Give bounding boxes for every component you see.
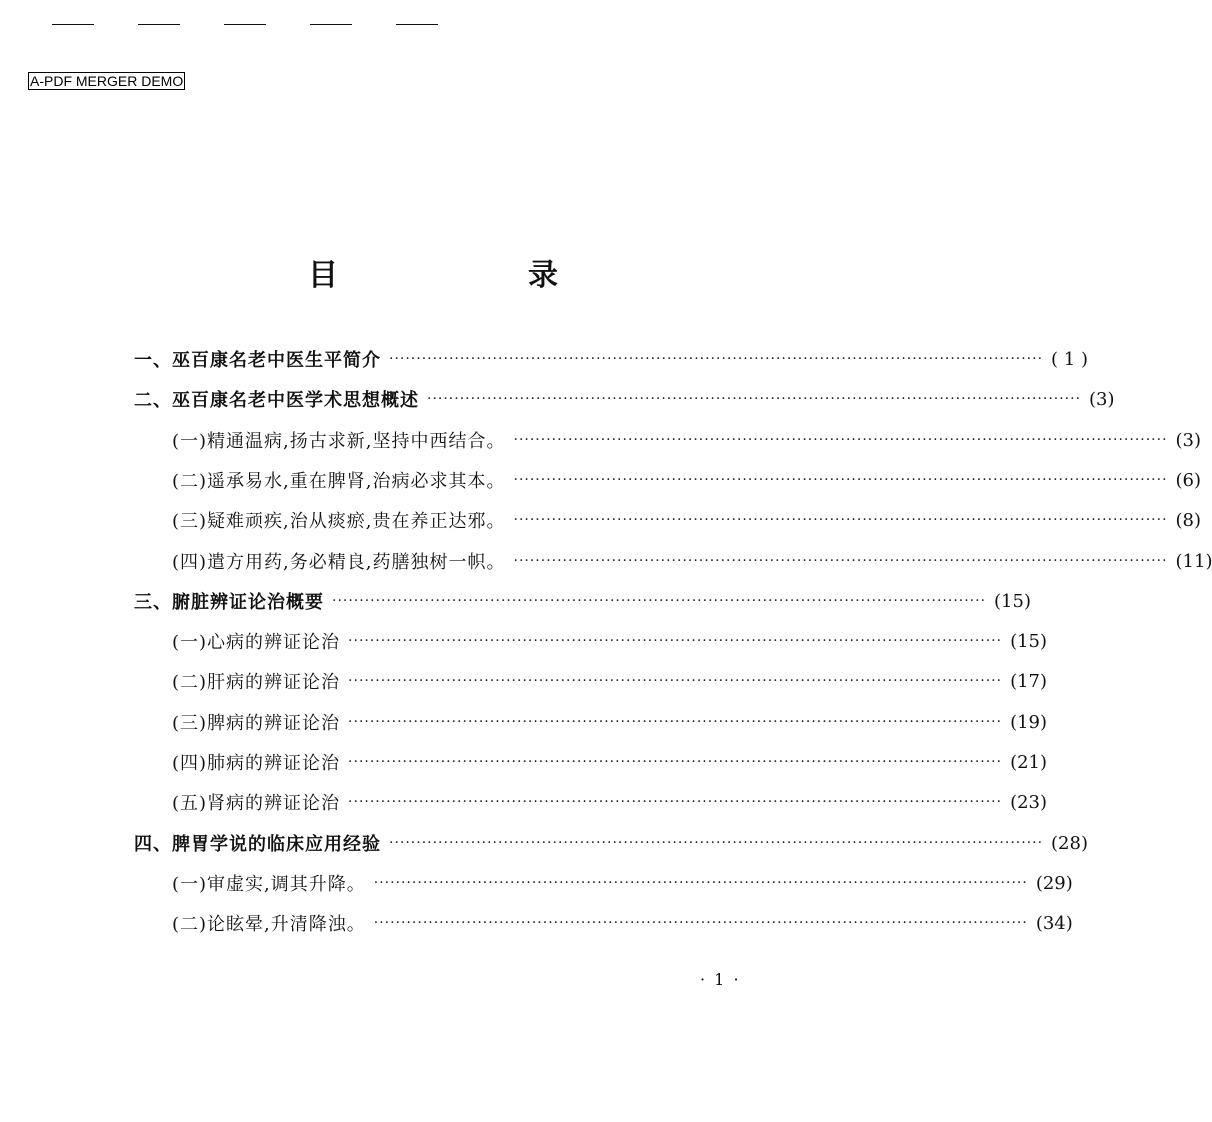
- toc-entry-label: (二)遥承易水,重在脾肾,治病必求其本。: [172, 471, 506, 492]
- toc-entry-label: (四)遣方用药,务必精良,药膳独树一帜。: [172, 552, 506, 573]
- toc-entry: [172, 423, 1202, 457]
- header-rule: [52, 24, 94, 25]
- toc-entry-page: (15): [1010, 630, 1048, 652]
- toc-entry: [172, 866, 1073, 900]
- toc-entry: [172, 745, 1048, 779]
- toc-entry-page: (34): [1035, 912, 1073, 934]
- toc-entry: [172, 785, 1048, 819]
- toc-entry: [172, 463, 1202, 497]
- toc-entry-label: (一)心病的辨证论治: [172, 632, 341, 653]
- dot-leader: ························································································································: [373, 875, 1028, 891]
- dot-leader: ························································································································: [348, 754, 1003, 770]
- toc-entry: [172, 705, 1048, 739]
- dot-leader: ························································································································: [513, 432, 1168, 448]
- toc-entry: [134, 342, 1088, 376]
- dot-leader: ························································································································: [513, 512, 1168, 528]
- toc-entry: [172, 503, 1202, 537]
- dot-leader: ························································································································: [373, 915, 1028, 931]
- header-rule: [396, 24, 438, 25]
- dot-leader: ························································································································: [348, 673, 1003, 689]
- toc-entry-label: (二)论眩晕,升清降浊。: [172, 914, 366, 935]
- toc-entry: [172, 906, 1073, 940]
- dot-leader: ························································································································: [513, 553, 1168, 569]
- toc-entry-page: (3): [1089, 388, 1115, 410]
- dot-leader: ························································································································: [332, 593, 987, 609]
- toc-entry-page: (15): [994, 590, 1031, 612]
- toc-entry: [172, 624, 1048, 658]
- watermark-label: A-PDF MERGER DEMO: [30, 73, 184, 89]
- dot-leader: ························································································································: [348, 714, 1003, 730]
- toc-entry-page: (21): [1010, 751, 1048, 773]
- toc-entry-label: 四、脾胃学说的临床应用经验: [134, 834, 381, 855]
- toc-entry-label: (四)肺病的辨证论治: [172, 753, 341, 774]
- toc-entry-page: (3): [1175, 429, 1202, 451]
- dot-leader: ························································································································: [348, 633, 1003, 649]
- dot-leader: ························································································································: [427, 391, 1082, 407]
- toc-entry-page: (6): [1175, 469, 1202, 491]
- toc-entry-label: (三)疑难顽疾,治从痰瘀,贵在养正达邪。: [172, 511, 506, 532]
- toc-entry-page: (23): [1010, 791, 1048, 813]
- toc-entry: [134, 584, 1031, 618]
- header-rule: [138, 24, 180, 25]
- toc-entry-page: (8): [1175, 509, 1202, 531]
- toc-entry: [172, 664, 1048, 698]
- page-title: 目 录: [308, 258, 638, 293]
- toc-entry-page: (28): [1051, 832, 1088, 854]
- toc-entry-page: (19): [1010, 711, 1048, 733]
- header-rule: [310, 24, 352, 25]
- toc-entry-label: (一)审虚实,调其升降。: [172, 874, 366, 895]
- toc-entry-label: 三、腑脏辨证论治概要: [134, 592, 324, 613]
- toc-entry-label: 二、巫百康名老中医学术思想概述: [134, 390, 419, 411]
- toc-entry-page: (29): [1035, 872, 1073, 894]
- toc-entry-label: (一)精通温病,扬古求新,坚持中西结合。: [172, 431, 506, 452]
- toc-entry-label: (五)肾病的辨证论治: [172, 793, 341, 814]
- toc-entry: [134, 826, 1088, 860]
- toc-entry-label: (三)脾病的辨证论治: [172, 713, 341, 734]
- dot-leader: ························································································································: [389, 351, 1044, 367]
- page-number: · 1 ·: [700, 970, 741, 989]
- toc-entry-page: (11): [1175, 550, 1212, 572]
- header-rule: [224, 24, 266, 25]
- toc-entry: [172, 544, 1212, 578]
- dot-leader: ························································································································: [513, 472, 1168, 488]
- toc-entry-page: (17): [1010, 670, 1048, 692]
- toc-entry-label: 一、巫百康名老中医生平简介: [134, 350, 381, 371]
- toc-entry-label: (二)肝病的辨证论治: [172, 672, 341, 693]
- toc-entry: [134, 382, 1115, 416]
- dot-leader: ························································································································: [348, 794, 1003, 810]
- toc-entry-page: ( 1 ): [1051, 348, 1088, 370]
- dot-leader: ························································································································: [389, 835, 1044, 851]
